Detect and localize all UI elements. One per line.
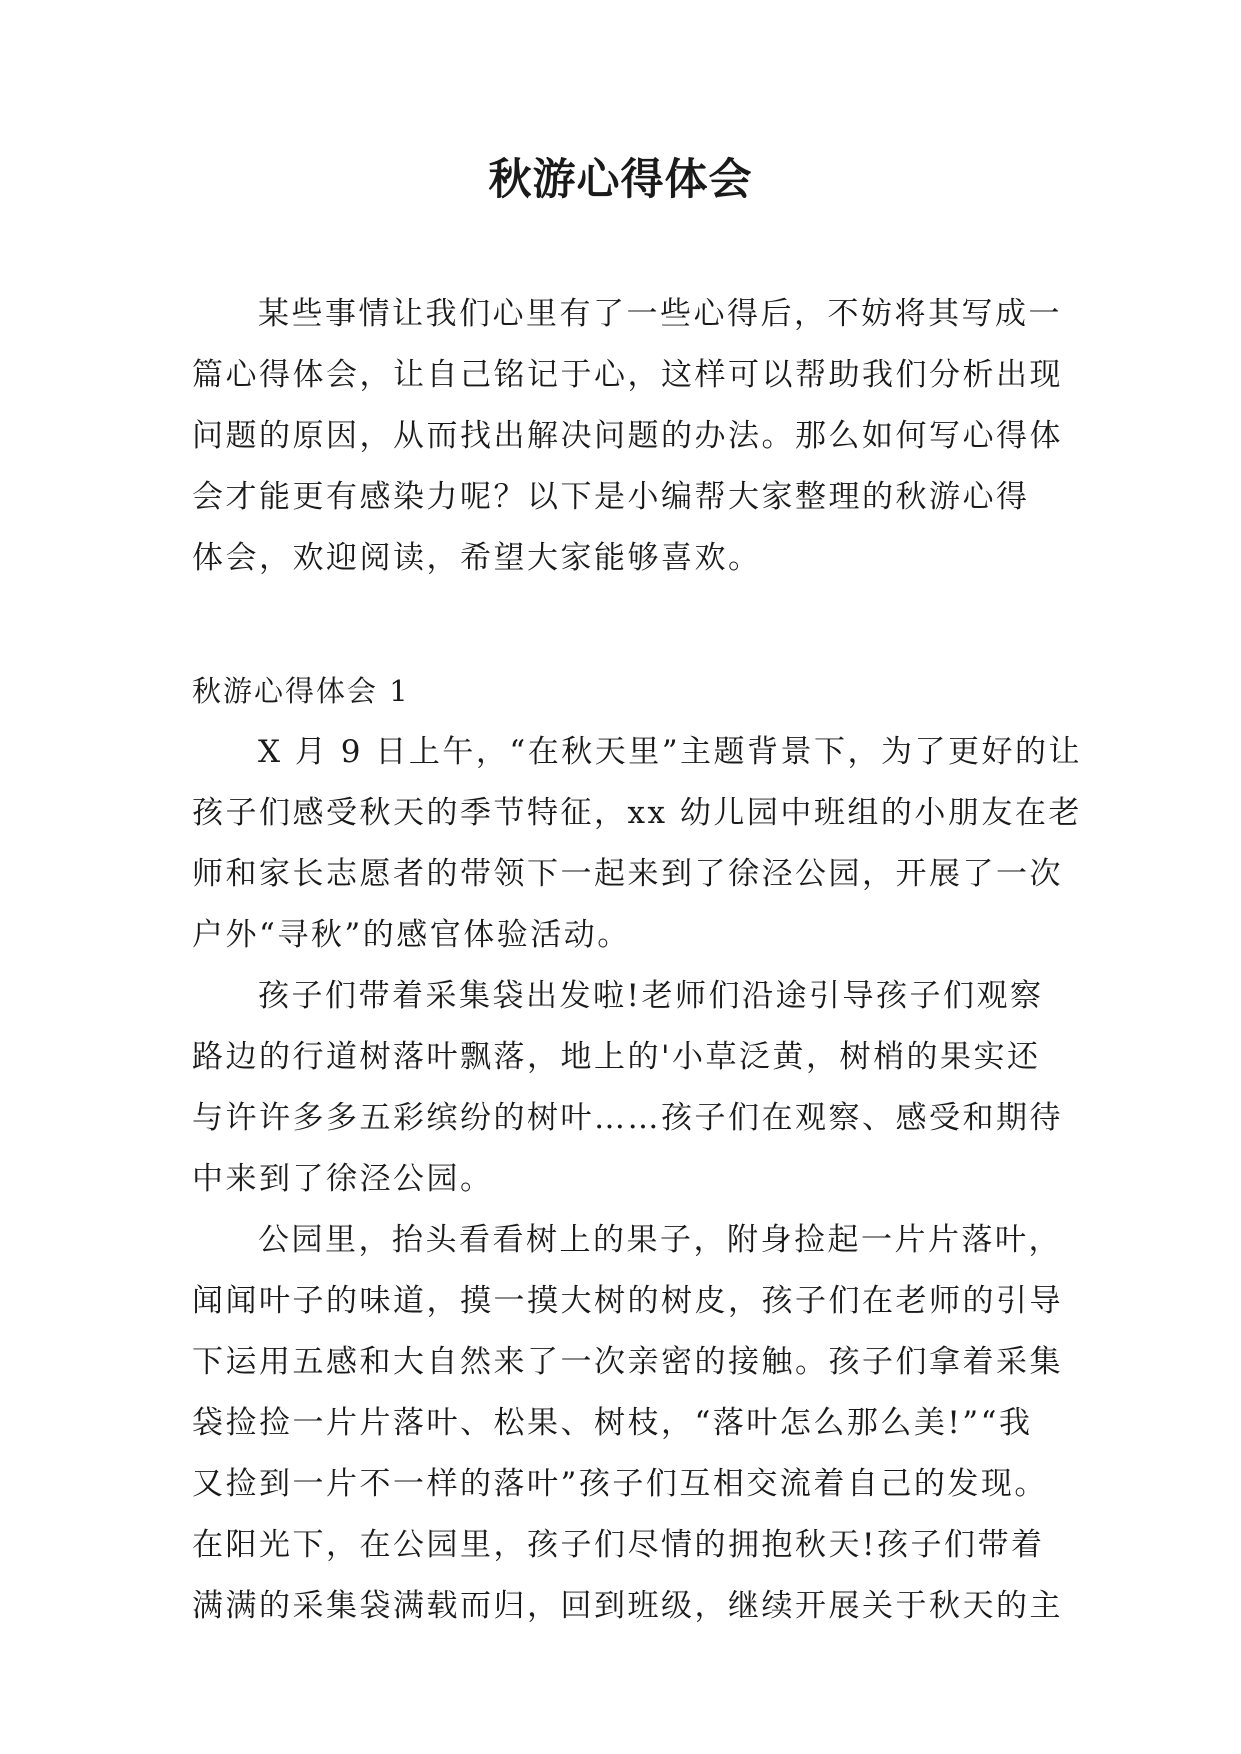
text-line: 问题的原因，从而找出解决问题的办法。那么如何写心得体: [192, 418, 1063, 454]
intro-paragraph: [192, 284, 1063, 589]
text-line: 中来到了徐泾公园。: [192, 1161, 494, 1197]
text-line: 下运用五感和大自然来了一次亲密的接触。孩子们拿着采集: [192, 1344, 1063, 1380]
text-line: 体会，欢迎阅读，希望大家能够喜欢。: [192, 540, 762, 576]
body-paragraph-2: [192, 966, 1063, 1210]
text-line: 某些事情让我们心里有了一些心得后，不妨将其写成一: [258, 296, 1062, 332]
text-line: 公园里，抬头看看树上的果子，附身捡起一片片落叶，: [258, 1222, 1062, 1258]
text-line: 户外“寻秋”的感官体验活动。: [192, 917, 631, 953]
section-spacer: [192, 589, 1054, 661]
page-title: 秋游心得体会: [488, 155, 753, 205]
text-line: 会才能更有感染力呢？以下是小编帮大家整理的秋游心得: [192, 479, 1030, 515]
text-line: 闻闻叶子的味道，摸一摸大树的树皮，孩子们在老师的引导: [192, 1283, 1063, 1319]
document-body: [192, 284, 1083, 1637]
text-line: 路边的行道树落叶飘落，地上的'小草泛黄，树梢的果实还: [192, 1039, 1041, 1075]
body-paragraph-3: [192, 1210, 1063, 1637]
text-line: 与许许多多五彩缤纷的树叶……孩子们在观察、感受和期待: [192, 1100, 1063, 1136]
text-line: 又捡到一片不一样的落叶”孩子们互相交流着自己的发现。: [192, 1466, 1048, 1502]
text-line: 孩子们感受秋天的季节特征，xx 幼儿园中班组的小朋友在老: [192, 795, 1082, 831]
text-line: 在阳光下，在公园里，孩子们尽情的拥抱秋天!孩子们带着: [192, 1527, 1045, 1563]
text-line: 篇心得体会，让自己铭记于心，这样可以帮助我们分析出现: [192, 357, 1063, 393]
text-line: 满满的采集袋满载而归，回到班级，继续开展关于秋天的主: [192, 1588, 1063, 1624]
text-line: 孩子们带着采集袋出发啦!老师们沿途引导孩子们观察: [258, 978, 1044, 1014]
text-line: X 月 9 日上午，“在秋天里”主题背景下，为了更好的让: [258, 734, 1083, 770]
text-line: 袋捡捡一片片落叶、松果、树枝，“落叶怎么那么美!”“我: [192, 1405, 1033, 1441]
body-paragraph-1: [192, 722, 1083, 966]
text-line: 师和家长志愿者的带领下一起来到了徐泾公园，开展了一次: [192, 856, 1063, 892]
section-heading: 秋游心得体会 1: [192, 674, 410, 708]
